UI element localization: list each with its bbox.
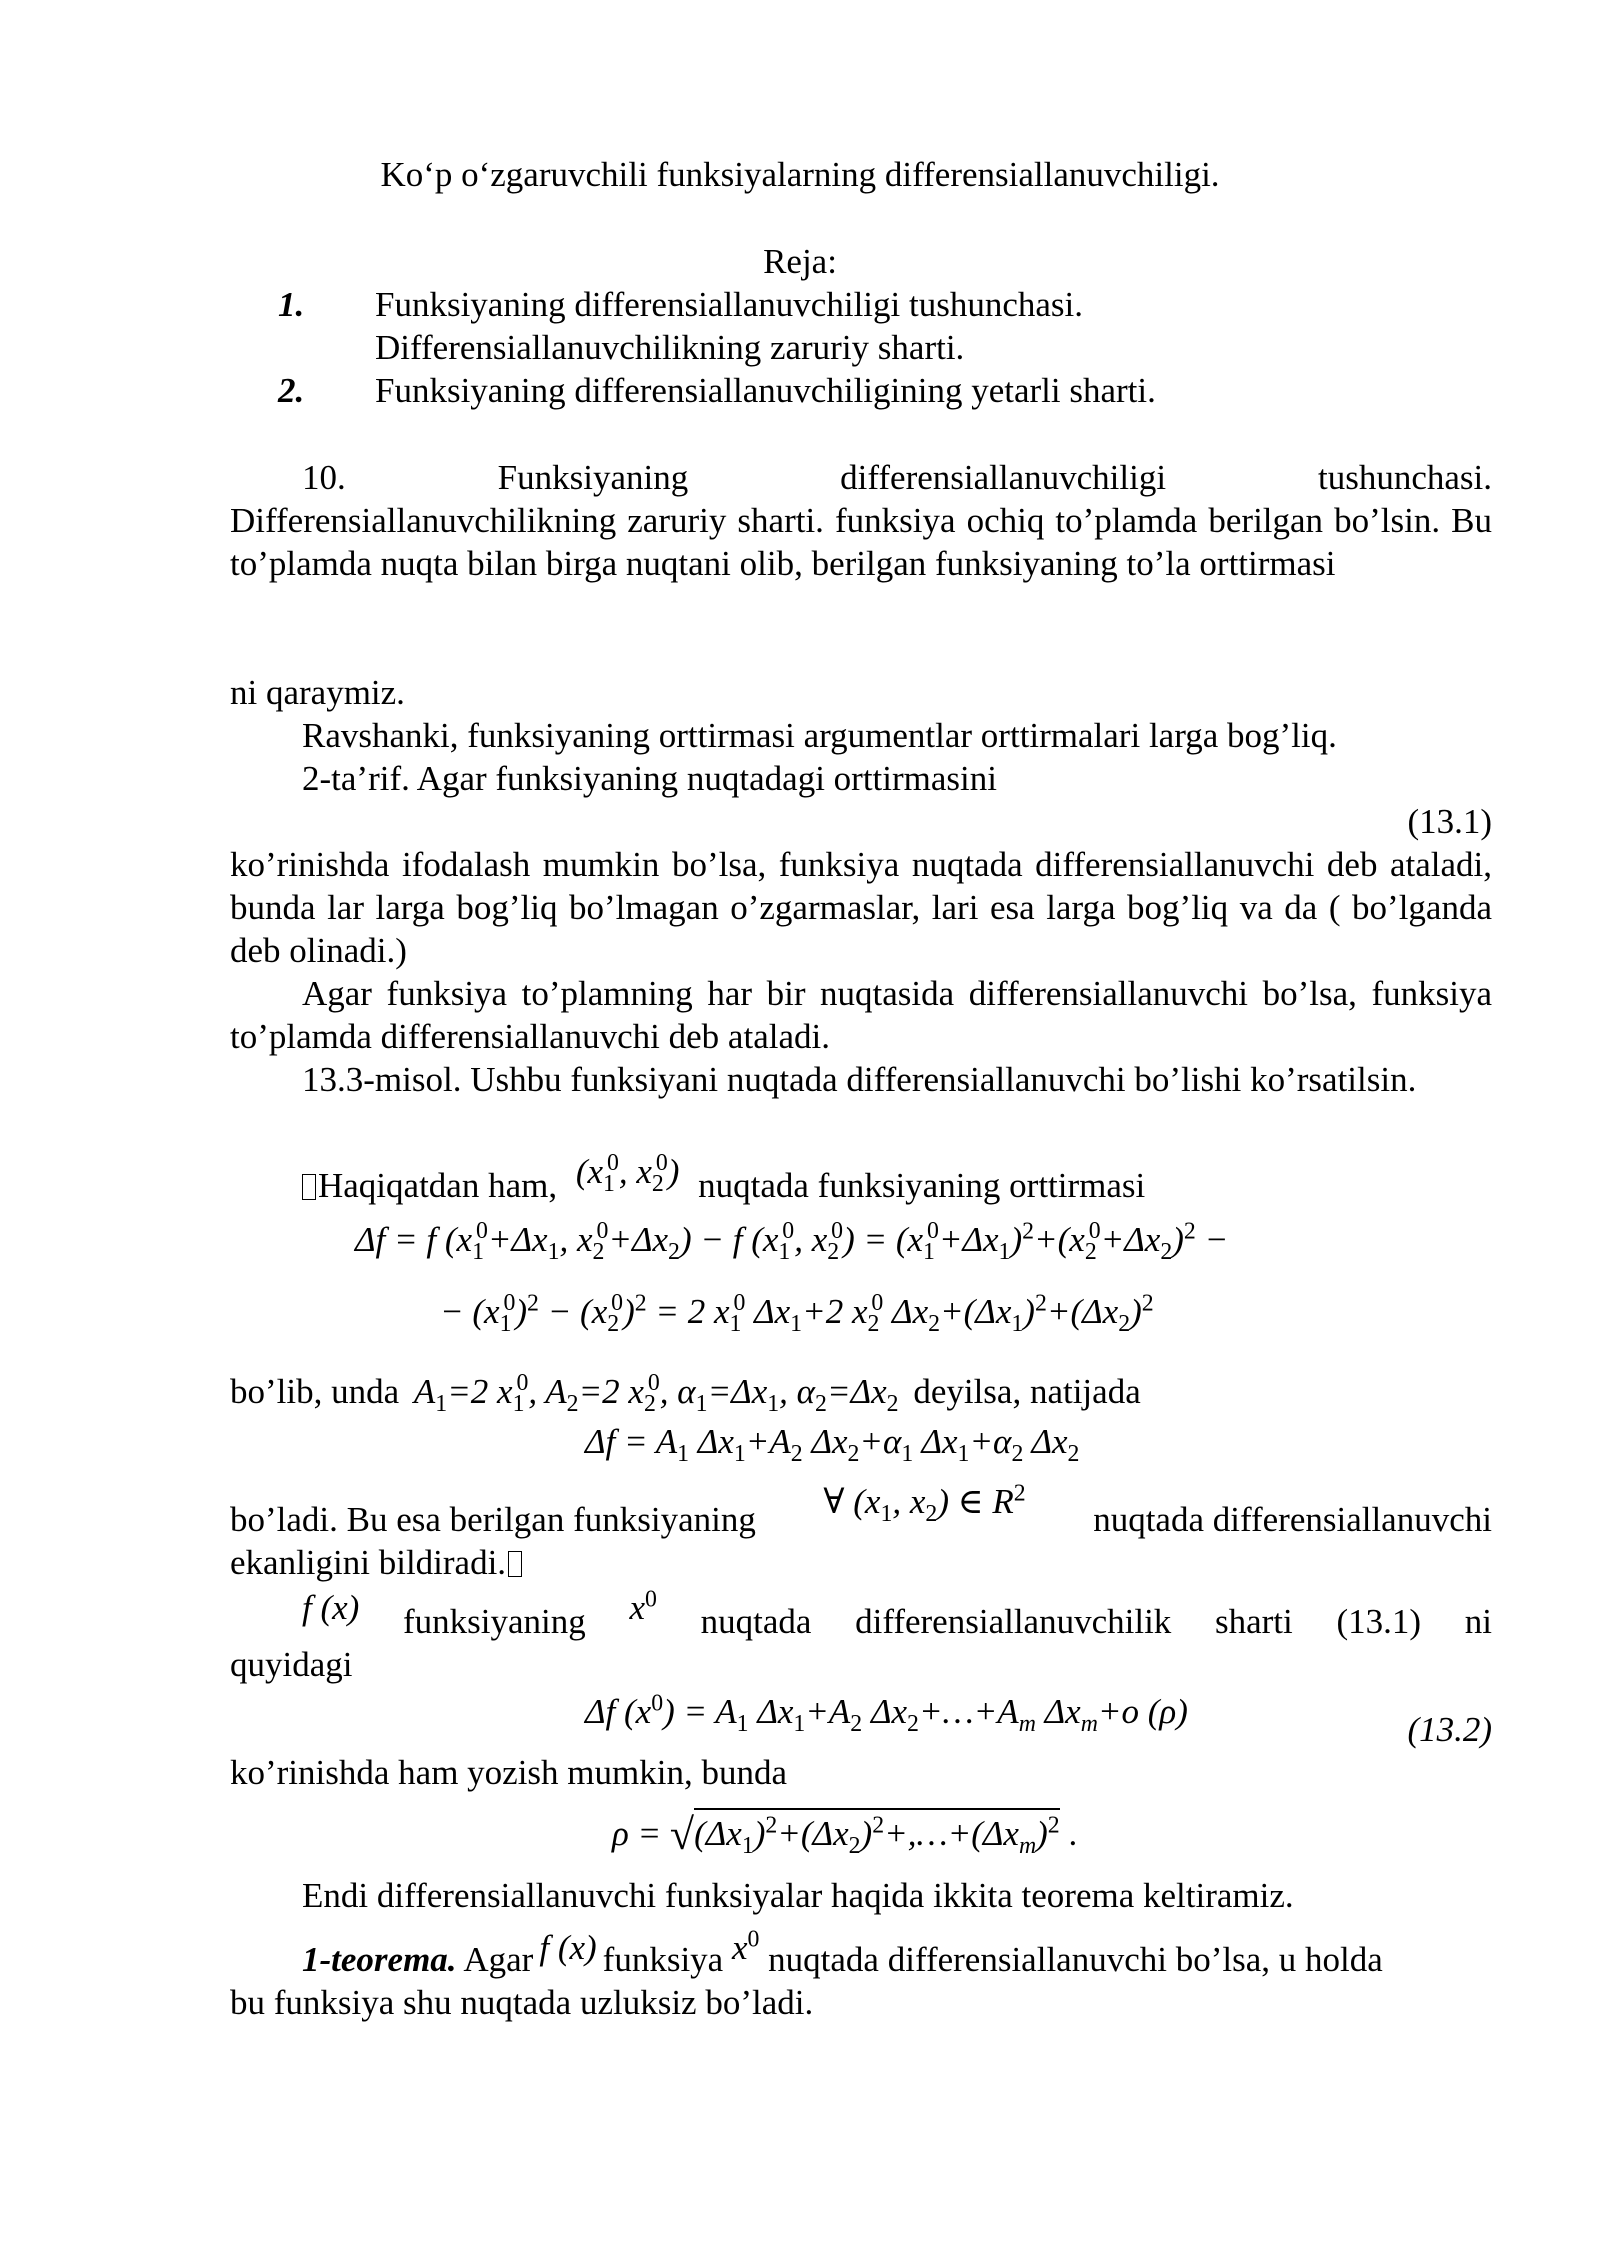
theorem-text: Agar bbox=[463, 1940, 534, 1979]
plan-item-number: 2. bbox=[278, 371, 305, 410]
point-x0: $x^0$ bbox=[629, 1586, 657, 1627]
increment-formula-line1: Δf = f ($x_1^0+\Delta x_1$, $x_2^0+\Delta x_2) - f$ ($x_1^0$, $x_2^0) = (x_1^0+\Delta x_1)^2+(x_2^0+\Delta x_2)^2$ − bbox=[355, 1218, 1229, 1265]
plan-item-line: Funksiyaning differensiallanuvchiligining yetarli sharti. bbox=[375, 371, 1156, 410]
condition-word: sharti bbox=[1214, 1602, 1293, 1641]
proof-line bbox=[230, 1541, 522, 1584]
theorem-line bbox=[302, 1926, 1383, 1981]
section-heading-line bbox=[302, 456, 1492, 499]
condition-word: differensiallanuvchilik bbox=[855, 1602, 1172, 1641]
paragraph-line: ni qaraymiz. bbox=[230, 673, 405, 712]
paragraph: Agar funksiya to’plamning har bir nuqtasida differensiallanuvchi bo’lsa, funksiya to’plamda differensiallanuvchi deb ataladi. bbox=[230, 974, 1492, 1056]
proof-text: bo’lib, unda bbox=[230, 1372, 400, 1411]
theorem-label: 1-teorema. bbox=[302, 1940, 457, 1979]
definition-paragraph: ko’rinishda ifodalash mumkin bo’lsa, funksiya nuqtada differensiallanuvchi deb ataladi, bunda lar larga bog’liq bo’lmagan o’zgarmaslar, lari esa larga bog’liq va da ( bo’lganda deb olinadi.) bbox=[230, 845, 1492, 970]
theorem-line: bu funksiya shu nuqtada uzluksiz bo’ladi. bbox=[230, 1983, 814, 2022]
plan-heading: Reja: bbox=[763, 242, 837, 281]
proof-text: nuqtada funksiyaning orttirmasi bbox=[698, 1166, 1146, 1205]
plan-item-line: Differensiallanuvchilikning zaruriy sharti. bbox=[375, 328, 965, 367]
document-title: Ko‘p o‘zgaruvchili funksiyalarning differensiallanuvchiligi. bbox=[380, 155, 1220, 194]
function-fx: f (x) bbox=[539, 1928, 597, 1967]
theorem-text: nuqtada differensiallanuvchi bo’lsa, u holda bbox=[768, 1940, 1383, 1979]
plan-item-number: 1. bbox=[278, 285, 305, 324]
paragraph-line: Ravshanki, funksiyaning orttirmasi argumentlar orttirmalari larga bog’liq. bbox=[302, 716, 1337, 755]
proof-line bbox=[302, 1150, 1146, 1207]
definition-line: 2-ta’rif. Agar funksiyaning nuqtadagi orttirmasini bbox=[302, 759, 997, 798]
equation-number: (13.2) bbox=[1407, 1710, 1492, 1749]
equation-number: (13.1) bbox=[1407, 802, 1492, 841]
increment-formula-line2: − $(x_1^0)^2 - (x_2^0)^2 = 2$ $x_1^0$ $\Delta x_1+2$ $x_2^0$ $\Delta x_2+(\Delta x_1)^2+(\Delta x_2)^2$ bbox=[440, 1290, 1154, 1337]
proof-text: bo’ladi. Bu esa berilgan funksiyaning bbox=[230, 1500, 756, 1539]
section-word: tushunchasi. bbox=[1317, 458, 1492, 497]
coefficients-formula: $A_1=2$ $x_1^0$, $A_2=2$ $x_2^0$, $\alpha_1=\Delta x_1$, $\alpha_2=\Delta x_2$ bbox=[413, 1370, 899, 1417]
condition-word: ni bbox=[1464, 1602, 1492, 1641]
forall-formula: ∀ ($x_1$, $x_2$) ∈ $R^2$ bbox=[823, 1480, 1026, 1527]
condition-word: funksiyaning bbox=[403, 1602, 586, 1641]
paragraph-line: ko’rinishda ham yozish mumkin, bunda bbox=[230, 1753, 788, 1792]
point-formula: ($x_1^0$, $x_2^0$) bbox=[575, 1150, 680, 1197]
paragraph-line: quyidagi bbox=[230, 1645, 353, 1684]
proof-text: deyilsa, natijada bbox=[913, 1372, 1141, 1411]
condition-word: nuqtada bbox=[700, 1602, 812, 1641]
proof-text: ekanligini bildiradi. bbox=[230, 1543, 507, 1582]
section-word: differensiallanuvchiligi bbox=[840, 458, 1167, 497]
result-formula: $\Delta f = A_1$ $\Delta x_1+A_2$ $\Delta x_2+\alpha_1$ $\Delta x_1+\alpha_2$ $\Delta x_2$ bbox=[585, 1422, 1080, 1467]
proof-line bbox=[230, 1370, 1141, 1417]
section-number: 10. bbox=[302, 458, 346, 497]
point-x0: $x^0$ bbox=[731, 1926, 760, 1967]
section-word: Funksiyaning bbox=[497, 458, 689, 497]
differential-formula: Δf $(x^0) = A_1$ $\Delta x_1+A_2$ $\Delta x_2+\dots+A_m$ $\Delta x_m+o$ (ρ) bbox=[585, 1690, 1188, 1737]
proof-text: Haqiqatdan ham, bbox=[318, 1166, 558, 1205]
condition-word: (13.1) bbox=[1336, 1602, 1421, 1641]
example-paragraph: 13.3-misol. Ushbu funksiyani nuqtada differensiallanuvchi bo’lishi ko’rsatilsin. bbox=[302, 1060, 1417, 1099]
section-paragraph: Differensiallanuvchilikning zaruriy sharti. funksiya ochiq to’plamda berilgan bo’lsin. Bu to’plamda nuqta bilan birga nuqtani olib, berilgan funksiyaning to’la orttirmasi bbox=[230, 501, 1492, 583]
theorem-text: funksiya bbox=[602, 1940, 724, 1979]
paragraph-line: Endi differensiallanuvchi funksiyalar haqida ikkita teorema keltiramiz. bbox=[302, 1876, 1294, 1915]
condition-line bbox=[302, 1586, 1492, 1643]
plan-item-line: Funksiyaning differensiallanuvchiligi tushunchasi. bbox=[375, 285, 1083, 324]
missing-glyph-box-icon bbox=[508, 1551, 522, 1577]
missing-glyph-box-icon bbox=[302, 1174, 316, 1200]
rho-formula: $\rho = √(\Delta x_1)^2+(\Delta x_2)^2+,\dots+(\Delta x_m)^2$ . bbox=[612, 1810, 1078, 1859]
function-fx: f (x) bbox=[302, 1588, 360, 1627]
proof-text: nuqtada differensiallanuvchi bbox=[1093, 1500, 1492, 1539]
proof-line bbox=[230, 1480, 1492, 1541]
